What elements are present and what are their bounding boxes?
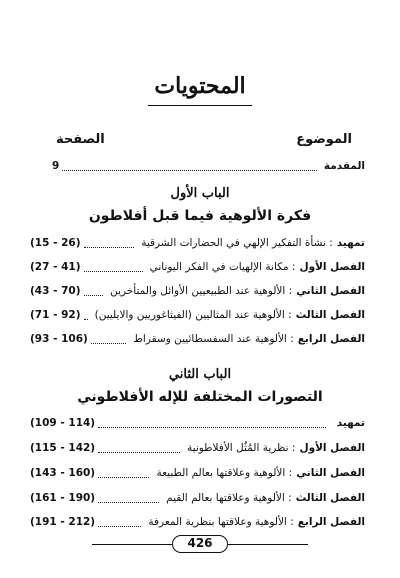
toc-pages: (93 - 106) — [30, 333, 88, 345]
toc-label: الفصل الثاني — [296, 467, 365, 479]
leader-dots — [98, 452, 180, 453]
toc-label: تمهيد — [336, 237, 365, 249]
leader-dots — [84, 247, 135, 248]
toc-row — [30, 440, 365, 456]
toc-pages: (191 - 212) — [30, 516, 96, 528]
toc-pages: (71 - 92) — [30, 309, 81, 321]
toc-text: : الألوهية عند المثاليين (الفيثاغوريين والايليين) — [94, 309, 292, 321]
toc-row — [30, 307, 365, 323]
toc-pages: (15 - 26) — [30, 237, 81, 249]
toc-pages: (43 - 70) — [30, 285, 81, 297]
page-title: المحتويات — [154, 73, 246, 99]
toc-row — [30, 490, 365, 506]
toc-text: : الألوهية عند السفسطائيين وسقراط — [133, 333, 294, 345]
leader-dots — [62, 170, 317, 171]
footer-rule-right — [228, 544, 308, 545]
toc-text: : الألوهية وعلاقتها بنظرية المعرفة — [148, 516, 294, 528]
toc-row-intro — [30, 158, 365, 174]
toc-row — [30, 514, 365, 530]
toc-pages: (115 - 142) — [30, 442, 96, 454]
toc-text: : الألوهية وعلاقتها بعالم القيم — [166, 492, 292, 504]
toc-text: : نشأة التفكير الإلهي في الحضارات الشرقية — [141, 237, 333, 249]
toc-pages: (109 - 114) — [30, 417, 96, 429]
toc-row — [30, 235, 365, 251]
toc-text: : مكانة الإلهيات في الفكر اليوناني — [149, 261, 296, 273]
page-number: 426 — [172, 535, 228, 553]
leader-dots — [98, 477, 149, 478]
title-wrap — [0, 72, 400, 100]
leader-dots — [98, 526, 141, 527]
part2-subtitle: التصورات المختلفة للإله الأفلاطوني — [77, 389, 323, 405]
leader-dots — [98, 427, 326, 428]
part2-title: الباب الثاني — [168, 367, 232, 382]
toc-text: : نظرية المُثُل الأفلاطونية — [187, 442, 296, 454]
toc-label: الفصل الأول — [299, 261, 365, 273]
footer-rule-left — [92, 544, 172, 545]
toc-label: الفصل الأول — [299, 442, 365, 454]
toc-label: الفصل الثالث — [295, 492, 365, 504]
toc-row — [30, 259, 365, 275]
toc-row — [30, 465, 365, 481]
toc-label: الفصل الرابع — [297, 516, 365, 528]
toc-pages: (143 - 160) — [30, 467, 96, 479]
toc-text: : الألوهية وعلاقتها بعالم الطبيعة — [156, 467, 293, 479]
toc-row — [30, 331, 365, 347]
leader-dots — [84, 271, 143, 272]
leader-dots — [84, 319, 88, 320]
toc-label: الفصل الثالث — [295, 309, 365, 321]
title-underline — [148, 105, 252, 106]
toc-label: الفصل الرابع — [297, 333, 365, 345]
toc-pages: (27 - 41) — [30, 261, 81, 273]
toc-pages: 9 — [52, 160, 60, 172]
part1-title: الباب الأول — [170, 186, 230, 201]
page-header: الصفحة — [56, 132, 105, 147]
toc-label: تمهيد — [336, 417, 365, 429]
leader-dots — [91, 343, 126, 344]
part1-subtitle: فكرة الألوهية فيما قبل أفلاطون — [88, 208, 312, 224]
toc-text: : الألوهية عند الطبيعيين الأوائل والمتأخرين — [110, 285, 293, 297]
leader-dots — [98, 502, 159, 503]
toc-label: الفصل الثاني — [296, 285, 365, 297]
toc-label: المقدمة — [323, 160, 365, 172]
toc-row — [30, 283, 365, 299]
topic-header: الموضوع — [296, 132, 352, 147]
toc-pages: (161 - 190) — [30, 492, 96, 504]
toc-row — [30, 415, 365, 431]
leader-dots — [84, 295, 104, 296]
